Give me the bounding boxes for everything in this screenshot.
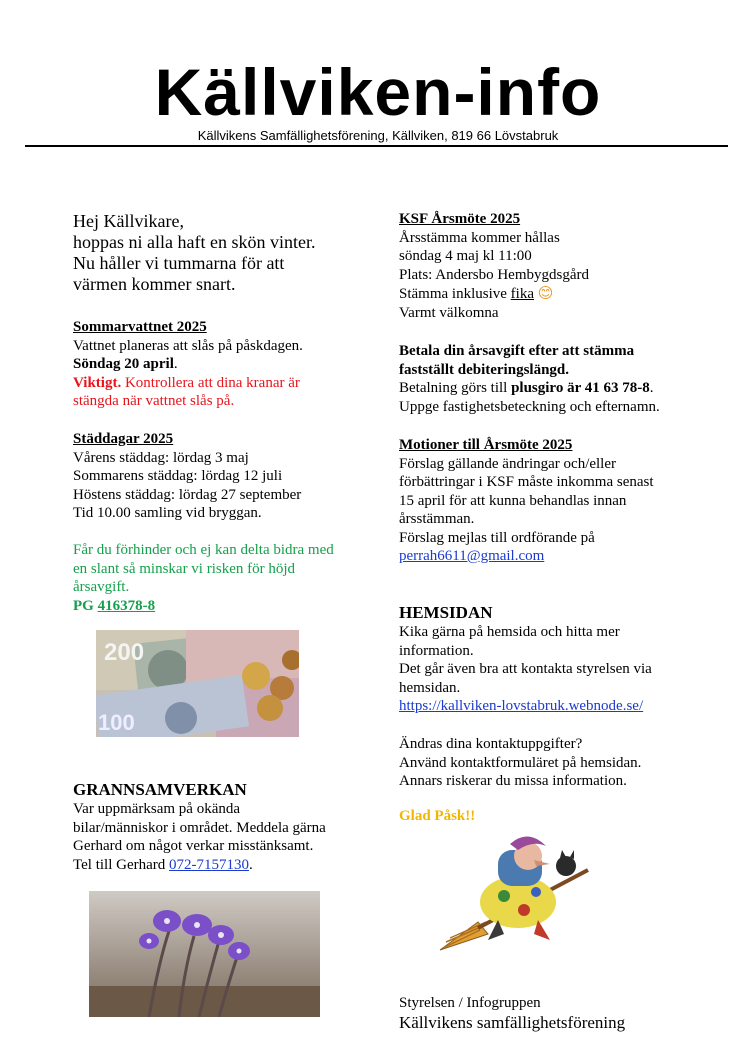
- fee-line: Uppge fastighetsbeteckning och efternamn.: [399, 398, 660, 415]
- contact-section: [399, 735, 719, 791]
- motions-section: [399, 436, 719, 566]
- motions-line: Förslag gällande ändringar och/eller: [399, 455, 617, 472]
- water-line: Vattnet planeras att slås på påskdagen.: [73, 337, 303, 354]
- cleaning-line: Sommarens städdag: lördag 12 juli: [73, 468, 283, 484]
- website-line: hemsidan.: [399, 679, 461, 696]
- fee-pay-suffix: .: [649, 380, 654, 396]
- neighbour-heading: GRANNSAMVERKAN: [73, 780, 247, 799]
- water-warning: [73, 374, 373, 393]
- greeting-line: hoppas ni alla haft en skön vinter.: [73, 232, 316, 252]
- fee-bold-line: fastställt debiteringslängd.: [399, 361, 570, 378]
- meeting-line: Årsstämma kommer hållas: [399, 229, 560, 246]
- water-warning-line2: stängda när vattnet slås på.: [73, 393, 235, 409]
- pg-prefix: PG: [73, 597, 98, 614]
- fee-pay-line: [399, 379, 719, 398]
- website-line: information.: [399, 642, 474, 659]
- motions-line: årsstämman.: [399, 511, 475, 527]
- motions-line: Förslag mejlas till ordförande på: [399, 529, 595, 546]
- motions-line: förbättringar i KSF måste inkomma senast: [399, 474, 654, 490]
- flower-image: [89, 891, 320, 1017]
- donate-line: Får du förhinder och ej kan delta bidra med: [73, 542, 334, 558]
- greeting: [73, 211, 315, 295]
- meeting-section: [399, 210, 719, 322]
- warning-text: Kontrollera att dina kranar är: [121, 374, 300, 391]
- neighbour-line: bilar/människor i området. Meddela gärna: [73, 819, 326, 836]
- contact-line: Annars riskerar du missa information.: [399, 773, 627, 789]
- newsletter-title: Källviken-info: [154, 55, 602, 129]
- water-date: [73, 355, 373, 374]
- smile-emoji-icon: 😊: [537, 284, 554, 302]
- warning-label: Viktigt.: [73, 374, 122, 391]
- website-heading: HEMSIDAN: [399, 603, 493, 622]
- fika-prefix: Stämma inklusive: [399, 286, 511, 302]
- donate-section: [73, 541, 373, 615]
- fee-bold-line: Betala din årsavgift efter att stämma: [399, 343, 635, 359]
- fee-section: [399, 342, 719, 416]
- website-section: [399, 603, 719, 716]
- neighbour-line: Gerhard om något verkar misstänksamt.: [73, 838, 314, 854]
- pg-number-link[interactable]: 416378-8: [97, 597, 156, 614]
- tel-prefix: Tel till Gerhard: [73, 856, 169, 873]
- water-date-bold: Söndag 20 april: [73, 356, 174, 372]
- water-heading: Sommarvattnet 2025: [73, 319, 207, 335]
- cleaning-line: Vårens städdag: lördag 3 maj: [73, 449, 249, 466]
- svg-text:100: 100: [98, 710, 135, 735]
- neighbour-line: Var uppmärksam på okända: [73, 801, 241, 817]
- contact-line: Ändras dina kontaktuppgifter?: [399, 736, 583, 752]
- easter-greeting: Glad Påsk!!: [399, 808, 476, 824]
- cleaning-line: Höstens städdag: lördag 27 september: [73, 486, 302, 503]
- plusgiro-number: plusgiro är 41 63 78-8: [511, 380, 650, 396]
- tel-link[interactable]: 072-7157130: [169, 856, 249, 873]
- money-image: [96, 630, 299, 737]
- greeting-line: värmen kommer snart.: [73, 274, 236, 294]
- meeting-welcome: Varmt välkomna: [399, 304, 499, 321]
- cleaning-line: Tid 10.00 samling vid bryggan.: [73, 505, 262, 521]
- neighbour-section: [73, 780, 373, 874]
- motions-line: 15 april för att kunna behandlas innan: [399, 492, 627, 509]
- email-link[interactable]: perrah6611@gmail.com: [399, 548, 545, 564]
- greeting-line: Hej Källvikare,: [73, 211, 184, 231]
- donate-line: en slant så minskar vi risken för höjd: [73, 560, 296, 577]
- water-date-end: .: [173, 356, 178, 372]
- fika-line: [399, 284, 719, 304]
- fika-word: fika: [510, 286, 534, 302]
- meeting-line: Plats: Andersbo Hembygdsgård: [399, 266, 589, 283]
- cleaning-section: [73, 430, 373, 523]
- header-divider: [25, 145, 728, 147]
- motions-heading: Motioner till Årsmöte 2025: [399, 437, 573, 453]
- easter-witch-image: [438, 830, 593, 955]
- pg-line: [73, 597, 373, 616]
- contact-line: Använd kontaktformuläret på hemsidan.: [399, 754, 642, 771]
- tel-line: [73, 856, 373, 875]
- signature-line2: Källvikens samfällighetsförening: [399, 1013, 626, 1032]
- signature-line1: Styrelsen / Infogruppen: [399, 995, 541, 1011]
- meeting-heading: KSF Årsmöte 2025: [399, 211, 521, 227]
- fee-pay-prefix: Betalning görs till: [399, 380, 512, 396]
- meeting-line: söndag 4 maj kl 11:00: [399, 248, 532, 264]
- water-section: [73, 318, 373, 411]
- donate-line: årsavgift.: [73, 579, 130, 595]
- svg-text:200: 200: [104, 639, 145, 666]
- website-line: Kika gärna på hemsida och hitta mer: [399, 624, 620, 640]
- website-line: Det går även bra att kontakta styrelsen via: [399, 661, 652, 677]
- tel-suffix: .: [249, 856, 253, 873]
- newsletter-subtitle: Källvikens Samfällighetsförening, Källviken, 819 66 Lövstabruk: [197, 128, 559, 143]
- website-link[interactable]: https://kallviken-lovstabruk.webnode.se/: [399, 698, 644, 714]
- greeting-line: Nu håller vi tummarna för att: [73, 253, 285, 273]
- cleaning-heading: Städdagar 2025: [73, 431, 174, 447]
